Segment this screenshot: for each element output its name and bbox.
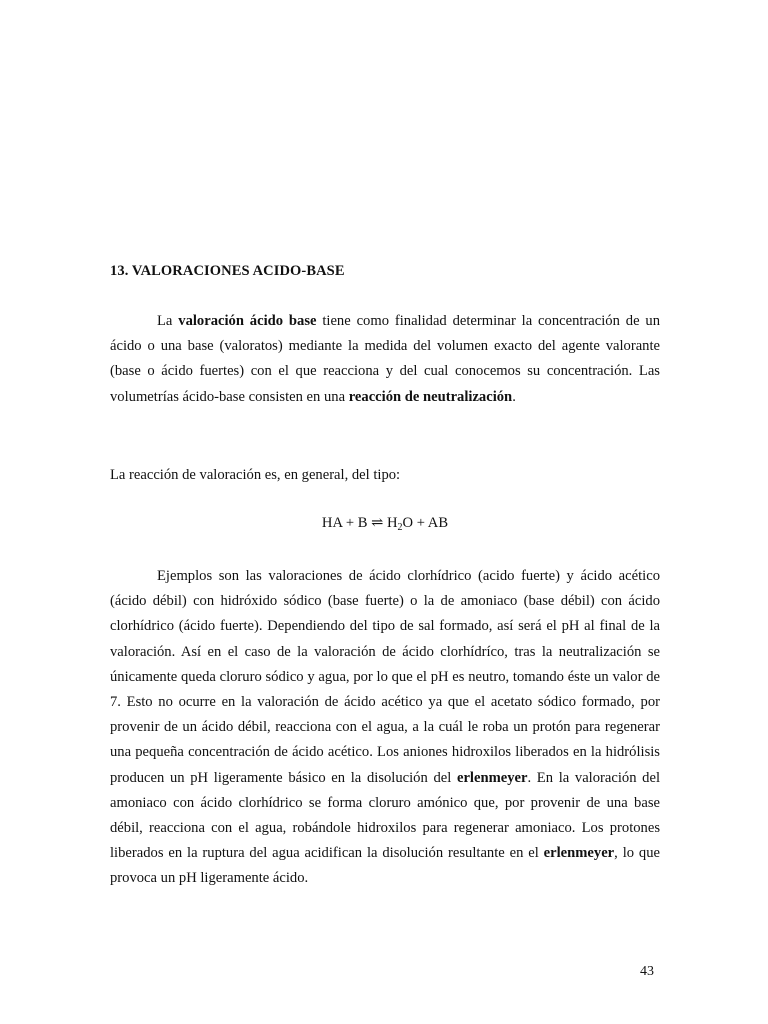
intro-text-2: tiene como finalidad determinar la concentración de un ácido o una base (valoratos) mediante la medida del volumen exacto del agente valorante (base o ácido fuertes) con el que reacciona y del cual conocemos su concentración. Las volumetrías ácido-base consisten en una: [110, 313, 660, 405]
equation-right: O + AB: [402, 515, 449, 531]
reaction-intro-paragraph: La reacción de valoración es, en general, del tipo:: [110, 467, 401, 483]
intro-text-3: .: [512, 388, 516, 405]
intro-bold-term-2: reacción de neutralización: [348, 388, 513, 405]
intro-paragraph: [110, 309, 660, 410]
section-heading: 13. VALORACIONES ACIDO-BASE: [110, 263, 345, 279]
equation-subscript: 2: [397, 522, 403, 533]
examples-bold-term-1: erlenmeyer: [456, 769, 528, 786]
page-number: 43: [640, 964, 654, 979]
examples-paragraph: [110, 564, 660, 892]
equation-left: HA + B ⇌ H: [321, 515, 398, 531]
examples-bold-term-2: erlenmeyer: [543, 845, 615, 862]
reaction-equation: [110, 514, 660, 533]
examples-text-3: , lo que provoca un pH ligeramente ácido.: [110, 845, 660, 887]
examples-text-1: Ejemplos son las valoraciones de ácido clorhídrico (acido fuerte) y ácido acético (ácido débil) con hidróxido sódico (base fuerte) o la de amoniaco (base débil) con ácido clorhídrico (ácido fuerte). Dependiendo del tipo de sal formado, así será el pH al final de la valoración. Así en el caso de la valoración de ácido clorhídríco, tras la neutralización se únicamente queda cloruro sódico y agua, por lo que el pH es neutro, tomando éste un valor de 7. Esto no ocurre en la valoración de ácido acético ya que el acetato sódico formado, por provenir de un ácido débil, reacciona con el agua, a la cuál le roba un protón para regenerar una pequeña concentración de ácido acético. Los aniones hidroxilos liberados en la hidrólisis producen un pH ligeramente básico en la disolución del: [110, 568, 660, 786]
examples-text-2: . En la valoración del amoniaco con ácido clorhídrico se forma cloruro amónico que, por provenir de una base débil, reacciona con el agua, robándole hidroxilos para regenerar amoniaco. Los protones liberados en la ruptura del agua acidifican la disolución resultante en el: [110, 769, 661, 862]
intro-text-1: La: [157, 313, 179, 329]
intro-bold-term-1: valoración ácido base: [178, 313, 317, 329]
